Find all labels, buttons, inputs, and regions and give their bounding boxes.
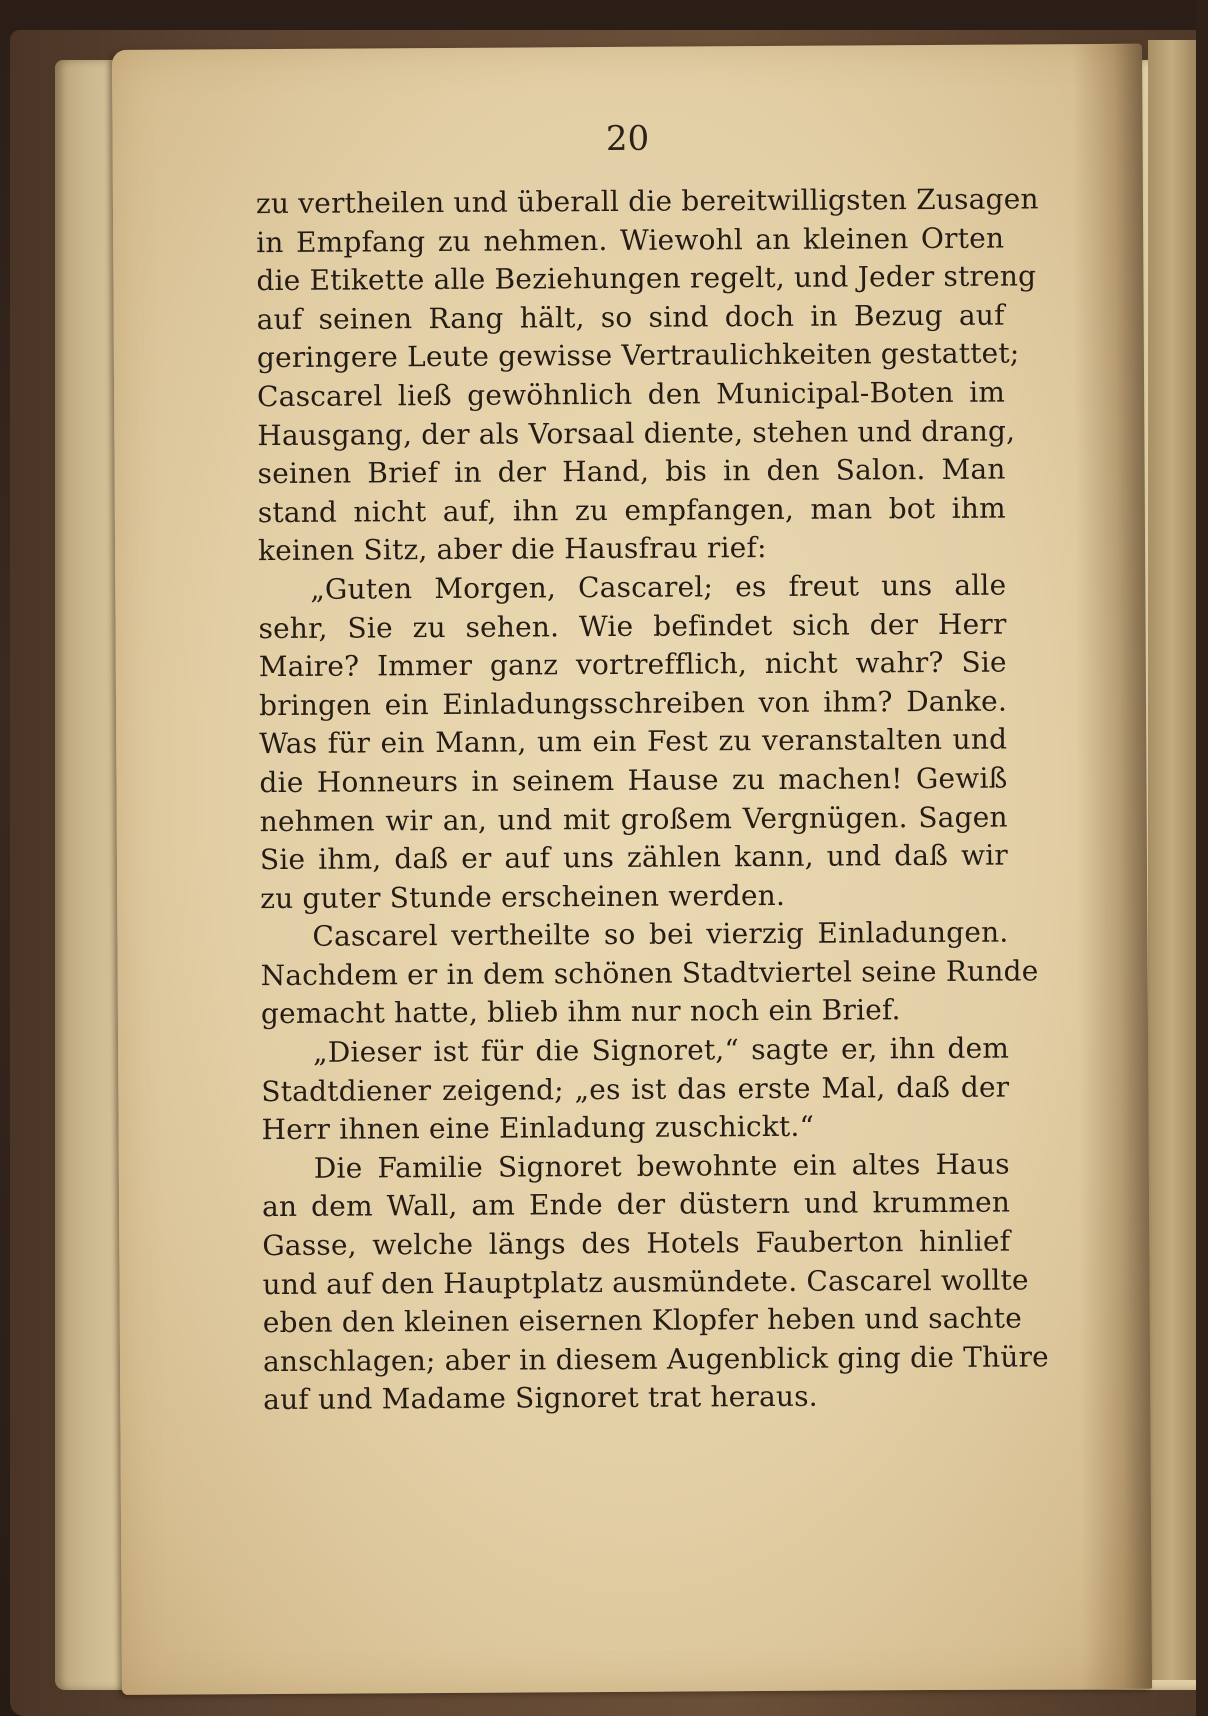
text-line: stand nicht auf, ihn zu empfangen, man bot ihm — [257, 491, 1006, 529]
text-line: auf seinen Rang hält, so sind doch in Bezug auf — [256, 298, 1005, 336]
text-line: Was für ein Mann, um ein Fest zu veranstalten und — [259, 722, 1008, 761]
text-line: geringere Leute gewisse Vertraulichkeiten gestattet; — [256, 336, 1020, 375]
text-line: Sie ihm, daß er auf uns zählen kann, und daß wir — [259, 838, 1009, 877]
text-line: Nachdem er in dem schönen Stadtviertel seine Runde — [260, 954, 1039, 992]
text-line: zu vertheilen und überall die bereitwilligsten Zusagen — [255, 182, 1039, 221]
gutter-shadow — [1072, 44, 1152, 1689]
text-line: nehmen wir an, und mit großem Vergnügen. Sagen — [259, 800, 1008, 838]
text-line: Gasse, welche längs des Hotels Fauberton hinlief — [262, 1224, 1011, 1263]
text-line: anschlagen; aber in diesem Augenblick ging die Thüre — [262, 1340, 1049, 1378]
book-page — [112, 44, 1152, 1695]
text-line: Maire? Immer ganz vortrefflich, nicht wahr? Sie — [258, 645, 1007, 684]
text-line: in Empfang zu nehmen. Wiewohl an kleinen Orten — [256, 221, 1005, 259]
text-line: Die Familie Signoret bewohnte ein altes Haus — [313, 1147, 1010, 1185]
text-line: an dem Wall, am Ende der düstern und krummen — [261, 1185, 1011, 1224]
text-line: sehr, Sie zu sehen. Wie befindet sich der Herr — [258, 607, 1007, 645]
text-line: Cascarel ließ gewöhnlich den Municipal-Boten im — [257, 375, 1006, 414]
text-line: keinen Sitz, aber die Hausfrau rief: — [257, 531, 767, 568]
text-line: Hausgang, der als Vorsaal diente, stehen und drang, — [257, 414, 1016, 452]
text-line: Cascarel vertheilte so bei vierzig Einladungen. — [312, 915, 1009, 954]
text-line: Stadtdiener zeigend; „es ist das erste Mal, daß der — [261, 1070, 1010, 1108]
text-line: gemacht hatte, blieb ihm nur noch ein Brief. — [260, 993, 901, 1031]
text-line: auf und Madame Signoret trat heraus. — [263, 1380, 818, 1417]
page-number: 20 — [605, 118, 650, 159]
text-line: „Guten Morgen, Cascarel; es freut uns alle — [310, 568, 1007, 606]
text-line: bringen ein Einladungsschreiben von ihm? Danke. — [258, 684, 1008, 722]
text-line: seinen Brief in der Hand, bis in den Salon. Man — [257, 452, 1006, 491]
text-line: Herr ihnen eine Einladung zuschickt.“ — [261, 1109, 815, 1147]
text-line: die Etikette alle Beziehungen regelt, und Jeder streng — [256, 259, 1037, 298]
text-line: die Honneurs in seinem Hause zu machen! Gewiß — [259, 761, 1008, 800]
text-line: „Dieser ist für die Signoret,“ sagte er, ihn dem — [313, 1031, 1010, 1069]
text-line: und auf den Hauptplatz ausmündete. Cascarel wollte — [262, 1263, 1029, 1301]
book-spine — [1196, 0, 1208, 1716]
text-line: zu guter Stunde erscheinen werden. — [260, 878, 786, 915]
body-text — [255, 181, 1049, 1421]
text-line: eben den kleinen eisernen Klopfer heben und sachte — [262, 1301, 1023, 1340]
